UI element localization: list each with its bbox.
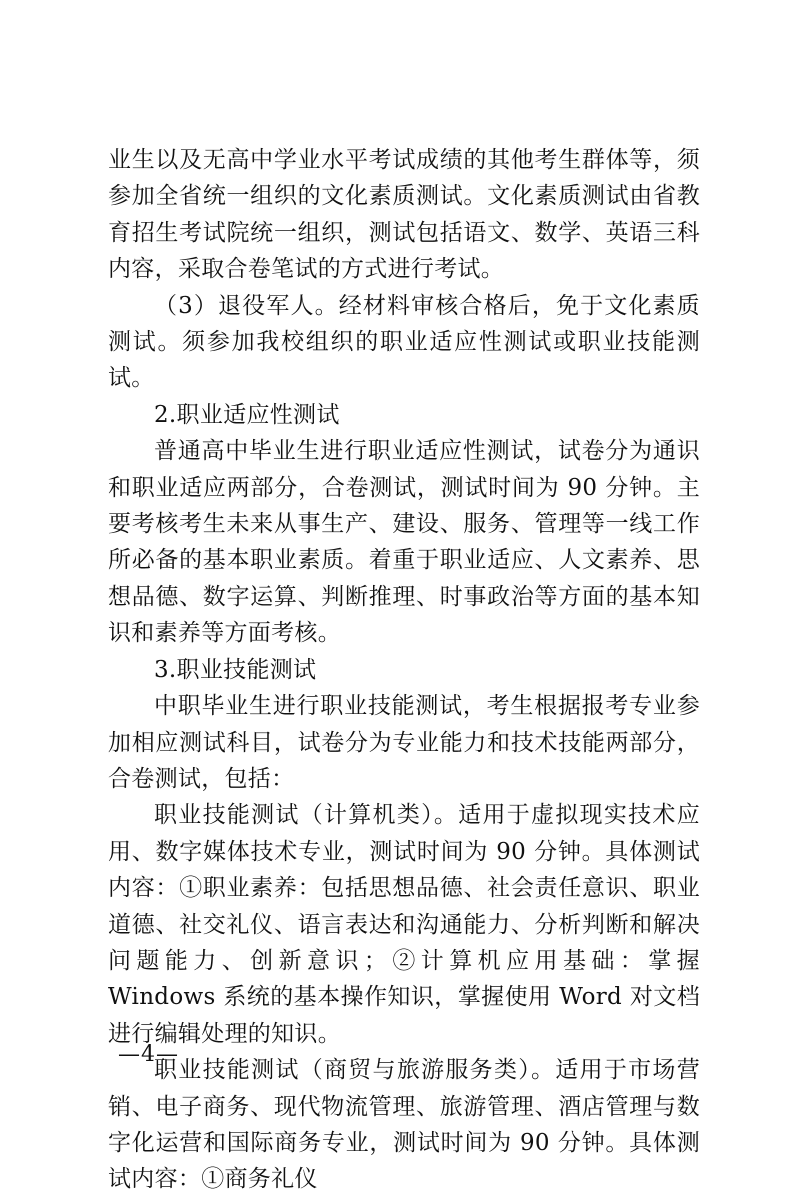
section-heading-aptitude-test: 2.职业适应性测试: [154, 401, 340, 428]
paragraph-commerce-tourism-category: 职业技能测试（商贸与旅游服务类）。适用于市场营销、电子商务、现代物流管理、旅游管理、酒店管理与数字化运营和国际商务专业，测试时间为 90 分钟。具体测试内容：①商务礼仪: [108, 1057, 700, 1193]
paragraph-veterans: （3）退役军人。经材料审核合格后，免于文化素质测试。须参加我校组织的职业适应性测试或职业技能测试。: [108, 292, 700, 392]
section-heading-skills-test: 3.职业技能测试: [154, 656, 317, 683]
paragraph-skills-test-intro: 中职毕业生进行职业技能测试，考生根据报考专业参加相应测试科目，试卷分为专业能力和技术技能两部分，合卷测试，包括：: [108, 693, 700, 792]
paragraph-aptitude-test: 普通高中毕业生进行职业适应性测试，试卷分为通识和职业适应两部分，合卷测试，测试时间为 90 分钟。主要考核考生未来从事生产、建设、服务、管理等一线工作所必备的基本职业素质。着重于职业适应、人文素养、思想品德、数字运算、判断推理、时事政治等方面的基本知识和素养等方面考核。: [108, 438, 700, 647]
document-body: [108, 142, 700, 1198]
paragraph-continuation: 业生以及无高中学业水平考试成绩的其他考生群体等，须参加全省统一组织的文化素质测试。文化素质测试由省教育招生考试院统一组织，测试包括语文、数学、英语三科内容，采取合卷笔试的方式进行考试。: [108, 147, 700, 283]
paragraph-computer-category: 职业技能测试（计算机类）。适用于虚拟现实技术应用、数字媒体技术专业，测试时间为 90 分钟。具体测试内容：①职业素养：包括思想品德、社会责任意识、职业道德、社交礼仪、语言表达和沟通能力、分析判断和解决问题能力、创新意识；②计算机应用基础：掌握 Windows 系统的基本操作知识，掌握使用 Word 对文档进行编辑处理的知识。: [108, 802, 700, 1047]
page-number: —4—: [118, 1042, 179, 1067]
